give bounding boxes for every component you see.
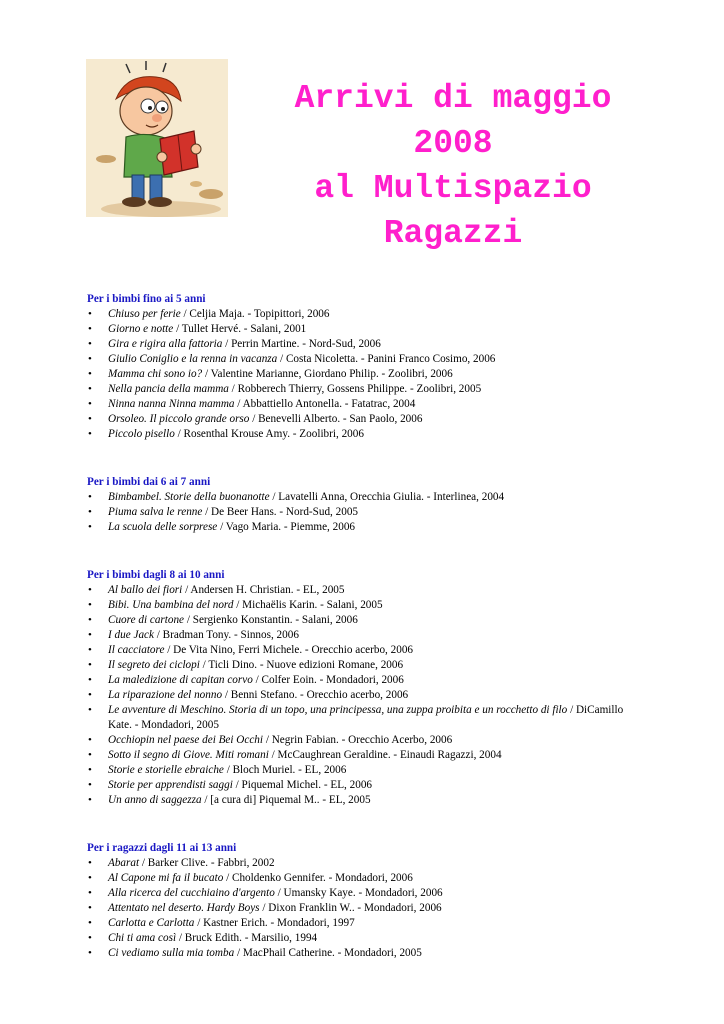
list-item: [87, 931, 647, 946]
book-title: Ci vediamo sulla mia tomba: [108, 947, 235, 959]
book-title: Gira e rigira alla fattoria: [108, 338, 223, 350]
list-item: [87, 763, 647, 778]
book-title: Le avventure di Meschino. Storia di un topo, una principessa, una zuppa proibita e un rocchetto di filo: [108, 704, 568, 716]
title-line: 2008: [413, 125, 493, 162]
list-item: [87, 583, 647, 598]
book-details: / Robberech Thierry, Gossens Philippe. - Zoolibri, 2005: [228, 383, 482, 395]
book-title: I due Jack: [108, 629, 154, 641]
list-item: [87, 307, 647, 322]
section-age-6-7: [87, 475, 647, 535]
book-title: Giulio Coniglio e la renna in vacanza: [108, 353, 278, 365]
book-details: / Piquemal Michel. - EL, 2006: [232, 779, 373, 791]
page-title: [250, 76, 656, 256]
list-item: [87, 598, 647, 613]
book-details: / Andersen H. Christian. - EL, 2005: [182, 584, 345, 596]
book-title: Bibi. Una bambina del nord: [108, 599, 234, 611]
section-age-0-5: [87, 292, 647, 442]
book-list: [87, 490, 647, 535]
book-details: / Benevelli Alberto. - San Paolo, 2006: [249, 413, 423, 425]
book-details: / Bloch Muriel. - EL, 2006: [223, 764, 347, 776]
book-details: / Bradman Tony. - Sinnos, 2006: [153, 629, 299, 641]
list-item: [87, 367, 647, 382]
book-title: Chi ti ama così: [108, 932, 177, 944]
list-item: [87, 871, 647, 886]
list-item: [87, 427, 647, 442]
section-heading: Per i ragazzi dagli 11 ai 13 anni: [87, 842, 237, 854]
book-details: / Negrin Fabian. - Orecchio Acerbo, 2006: [263, 734, 453, 746]
book-title: Un anno di saggezza: [108, 794, 202, 806]
book-title: Piccolo pisello: [108, 428, 175, 440]
list-item: [87, 628, 647, 643]
book-title: La scuola delle sorprese: [108, 521, 218, 533]
book-details: / Perrin Martine. - Nord-Sud, 2006: [222, 338, 381, 350]
section-heading: Per i bimbi dagli 8 ai 10 anni: [87, 569, 225, 581]
list-item: [87, 733, 647, 748]
list-item: [87, 778, 647, 793]
list-item: [87, 946, 647, 961]
book-details: / Valentine Marianne, Giordano Philip. - Zoolibri, 2006: [202, 368, 453, 380]
book-title: Piuma salva le renne: [108, 506, 203, 518]
book-title: Nella pancia della mamma: [108, 383, 229, 395]
book-details: / Costa Nicoletta. - Panini Franco Cosimo, 2006: [277, 353, 496, 365]
book-title: Al ballo dei fiori: [108, 584, 183, 596]
book-details: / Michaëlis Karin. - Salani, 2005: [233, 599, 383, 611]
book-details: / Vago Maria. - Piemme, 2006: [217, 521, 356, 533]
list-item: [87, 886, 647, 901]
list-item: [87, 490, 647, 505]
book-title: Attentato nel deserto. Hardy Boys: [108, 902, 260, 914]
book-details: / Lavatelli Anna, Orecchia Giulia. - Interlinea, 2004: [269, 491, 505, 503]
list-item: [87, 337, 647, 352]
list-item: [87, 856, 647, 871]
book-list: [87, 583, 647, 808]
book-list: [87, 856, 647, 961]
list-item: [87, 322, 647, 337]
book-details: / Barker Clive. - Fabbri, 2002: [139, 857, 275, 869]
list-item: [87, 748, 647, 763]
book-details: / De Vita Nino, Ferri Michele. - Orecchio acerbo, 2006: [164, 644, 414, 656]
book-details: / Kastner Erich. - Mondadori, 1997: [194, 917, 355, 929]
list-item: [87, 703, 647, 733]
list-item: [87, 688, 647, 703]
book-details: / Dixon Franklin W.. - Mondadori, 2006: [259, 902, 442, 914]
list-item: [87, 613, 647, 628]
list-item: [87, 382, 647, 397]
book-title: Abarat: [108, 857, 140, 869]
book-details: / Tullet Hervé. - Salani, 2001: [173, 323, 307, 335]
book-title: Mamma chi sono io?: [108, 368, 203, 380]
book-details: / DiCamillo Kate. - Mondadori, 2005: [108, 704, 624, 731]
book-details: / [a cura di] Piquemal M.. - EL, 2005: [201, 794, 371, 806]
book-details: / Sergienko Konstantin. - Salani, 2006: [184, 614, 358, 626]
book-title: Storie per apprendisti saggi: [108, 779, 233, 791]
section-heading: Per i bimbi fino ai 5 anni: [87, 293, 206, 305]
book-title: Il segreto dei ciclopi: [108, 659, 200, 671]
book-details: / Rosenthal Krouse Amy. - Zoolibri, 2006: [174, 428, 364, 440]
list-item: [87, 673, 647, 688]
book-details: / Colfer Eoin. - Mondadori, 2006: [252, 674, 404, 686]
book-details: / Abbattiello Antonella. - Fatatrac, 2004: [234, 398, 416, 410]
book-title: Bimbambel. Storie della buonanotte: [108, 491, 270, 503]
section-age-8-10: [87, 568, 647, 808]
book-title: Cuore di cartone: [108, 614, 185, 626]
book-title: Giorno e notte: [108, 323, 174, 335]
book-details: / Ticli Dino. - Nuove edizioni Romane, 2006: [199, 659, 404, 671]
section-heading: Per i bimbi dai 6 ai 7 anni: [87, 476, 211, 488]
book-details: / Benni Stefano. - Orecchio acerbo, 2006: [222, 689, 409, 701]
list-item: [87, 916, 647, 931]
title-line: al Multispazio: [314, 170, 592, 207]
section-age-11-13: [87, 841, 647, 961]
book-title: La riparazione del nonno: [108, 689, 223, 701]
book-details: / Celjia Maja. - Topipittori, 2006: [180, 308, 330, 320]
list-item: [87, 520, 647, 535]
book-title: Orsoleo. Il piccolo grande orso: [108, 413, 250, 425]
book-title: Storie e storielle ebraiche: [108, 764, 224, 776]
book-list: [87, 307, 647, 442]
book-title: Occhiopin nel paese dei Bei Occhi: [108, 734, 264, 746]
reading-child-icon: [86, 59, 228, 217]
book-details: / Choldenko Gennifer. - Mondadori, 2006: [223, 872, 413, 884]
book-title: Ninna nanna Ninna mamma: [108, 398, 235, 410]
book-title: Carlotta e Carlotta: [108, 917, 195, 929]
book-title: Sotto il segno di Giove. Miti romani: [108, 749, 269, 761]
list-item: [87, 643, 647, 658]
list-item: [87, 412, 647, 427]
book-title: Alla ricerca del cucchiaino d'argento: [108, 887, 275, 899]
list-item: [87, 793, 647, 808]
list-item: [87, 352, 647, 367]
book-title: Al Capone mi fa il bucato: [108, 872, 224, 884]
list-item: [87, 901, 647, 916]
list-item: [87, 658, 647, 673]
book-details: / McCaughrean Geraldine. - Einaudi Ragazzi, 2004: [268, 749, 502, 761]
title-line: Arrivi di maggio: [294, 80, 612, 117]
book-details: / Bruck Edith. - Marsilio, 1994: [176, 932, 318, 944]
list-item: [87, 505, 647, 520]
book-list-content: [87, 292, 647, 994]
book-details: / De Beer Hans. - Nord-Sud, 2005: [202, 506, 359, 518]
book-details: / MacPhail Catherine. - Mondadori, 2005: [234, 947, 422, 959]
reading-child-illustration: [86, 59, 228, 217]
book-title: La maledizione di capitan corvo: [108, 674, 253, 686]
list-item: [87, 397, 647, 412]
book-title: Il cacciatore: [108, 644, 165, 656]
title-line: Ragazzi: [383, 215, 523, 252]
book-title: Chiuso per ferie: [108, 308, 181, 320]
book-details: / Umansky Kaye. - Mondadori, 2006: [274, 887, 443, 899]
